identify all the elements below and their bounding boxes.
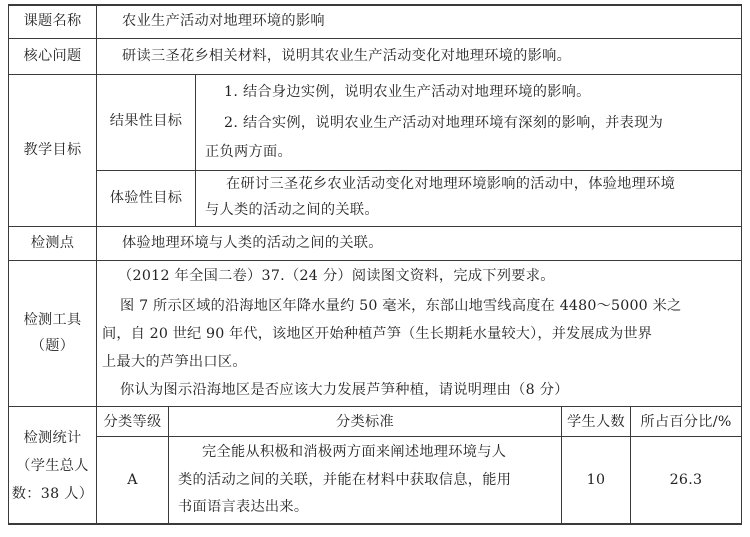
standard-cell-line1: 完全能从积极和消极两方面来阐述地理环境与人 bbox=[202, 444, 507, 460]
experience-goal-line1: 在研讨三圣花乡农业活动变化对地理环境影响的活动中，体验地理环境 bbox=[226, 176, 676, 192]
tool-line3: 间，自 20 世纪 90 年代，该地区开始种植芦笋（生长期耗水量较大），并发展成为世界 bbox=[102, 326, 653, 342]
result-goal-label: 结果性目标 bbox=[109, 113, 183, 129]
standard-cell-line2: 类的活动之间的关联，并能在材料中获取信息，能用 bbox=[178, 472, 512, 488]
percent-header: 所占百分比/% bbox=[640, 414, 732, 430]
result-goal-line2b: 正负两方面。 bbox=[205, 144, 292, 160]
divider bbox=[96, 170, 742, 171]
stats-label: 检测统计 bbox=[23, 430, 82, 446]
checkpoint-value: 体验地理环境与人类的活动之间的关联。 bbox=[122, 235, 383, 251]
tool-line2: 图 7 所示区域的沿海地区年降水量约 50 毫米，东部山地雪线高度在 4480～5000 米之 bbox=[120, 298, 682, 314]
border-right bbox=[741, 4, 742, 524]
divider bbox=[8, 406, 742, 407]
border-top bbox=[8, 4, 742, 6]
teaching-goals-label: 教学目标 bbox=[23, 142, 82, 158]
core-question-label: 核心问题 bbox=[23, 48, 82, 64]
topic-value: 农业生产活动对地理环境的影响 bbox=[122, 13, 325, 29]
count-header: 学生人数 bbox=[567, 414, 625, 430]
percent-cell: 26.3 bbox=[669, 472, 703, 488]
divider bbox=[8, 260, 742, 261]
divider bbox=[8, 74, 742, 75]
experience-goal-line2: 与人类的活动之间的关联。 bbox=[205, 202, 379, 218]
result-goal-line1: 1. 结合身边实例，说明农业生产活动对地理环境的影响。 bbox=[224, 84, 591, 100]
count-cell: 10 bbox=[586, 472, 606, 488]
divider bbox=[8, 226, 742, 227]
divider bbox=[96, 436, 742, 437]
stats-label-sub2: 数：38 人） bbox=[11, 486, 94, 502]
tool-label: 检测工具 bbox=[23, 312, 82, 328]
tool-label-sub: （题） bbox=[30, 338, 75, 354]
standard-header: 分类标准 bbox=[336, 414, 394, 430]
grade-cell: A bbox=[127, 472, 138, 488]
topic-label: 课题名称 bbox=[23, 13, 82, 29]
core-question-value: 研读三圣花乡相关材料，说明其农业生产活动变化对地理环境的影响。 bbox=[122, 48, 572, 64]
experience-goal-label: 体验性目标 bbox=[109, 190, 183, 206]
goal-type-divider bbox=[195, 74, 196, 226]
grade-header: 分类等级 bbox=[103, 414, 162, 430]
result-goal-line2a: 2. 结合实例，说明农业生产活动对地理环境有深刻的影响，并表现为 bbox=[224, 115, 664, 131]
label-column-divider bbox=[96, 4, 97, 524]
tool-line1: （2012 年全国二卷）37.（24 分）阅读图文资料，完成下列要求。 bbox=[118, 268, 555, 284]
stats-label-sub1: （学生总人 bbox=[16, 458, 89, 474]
border-bottom bbox=[8, 523, 742, 525]
standard-cell-line3: 书面语言表达出来。 bbox=[178, 499, 309, 515]
divider bbox=[8, 38, 742, 39]
checkpoint-label: 检测点 bbox=[30, 235, 75, 251]
tool-line5: 你认为图示沿海地区是否应该大力发展芦笋种植，请说明理由（8 分） bbox=[120, 382, 569, 398]
tool-line4: 上最大的芦笋出口区。 bbox=[102, 354, 247, 370]
